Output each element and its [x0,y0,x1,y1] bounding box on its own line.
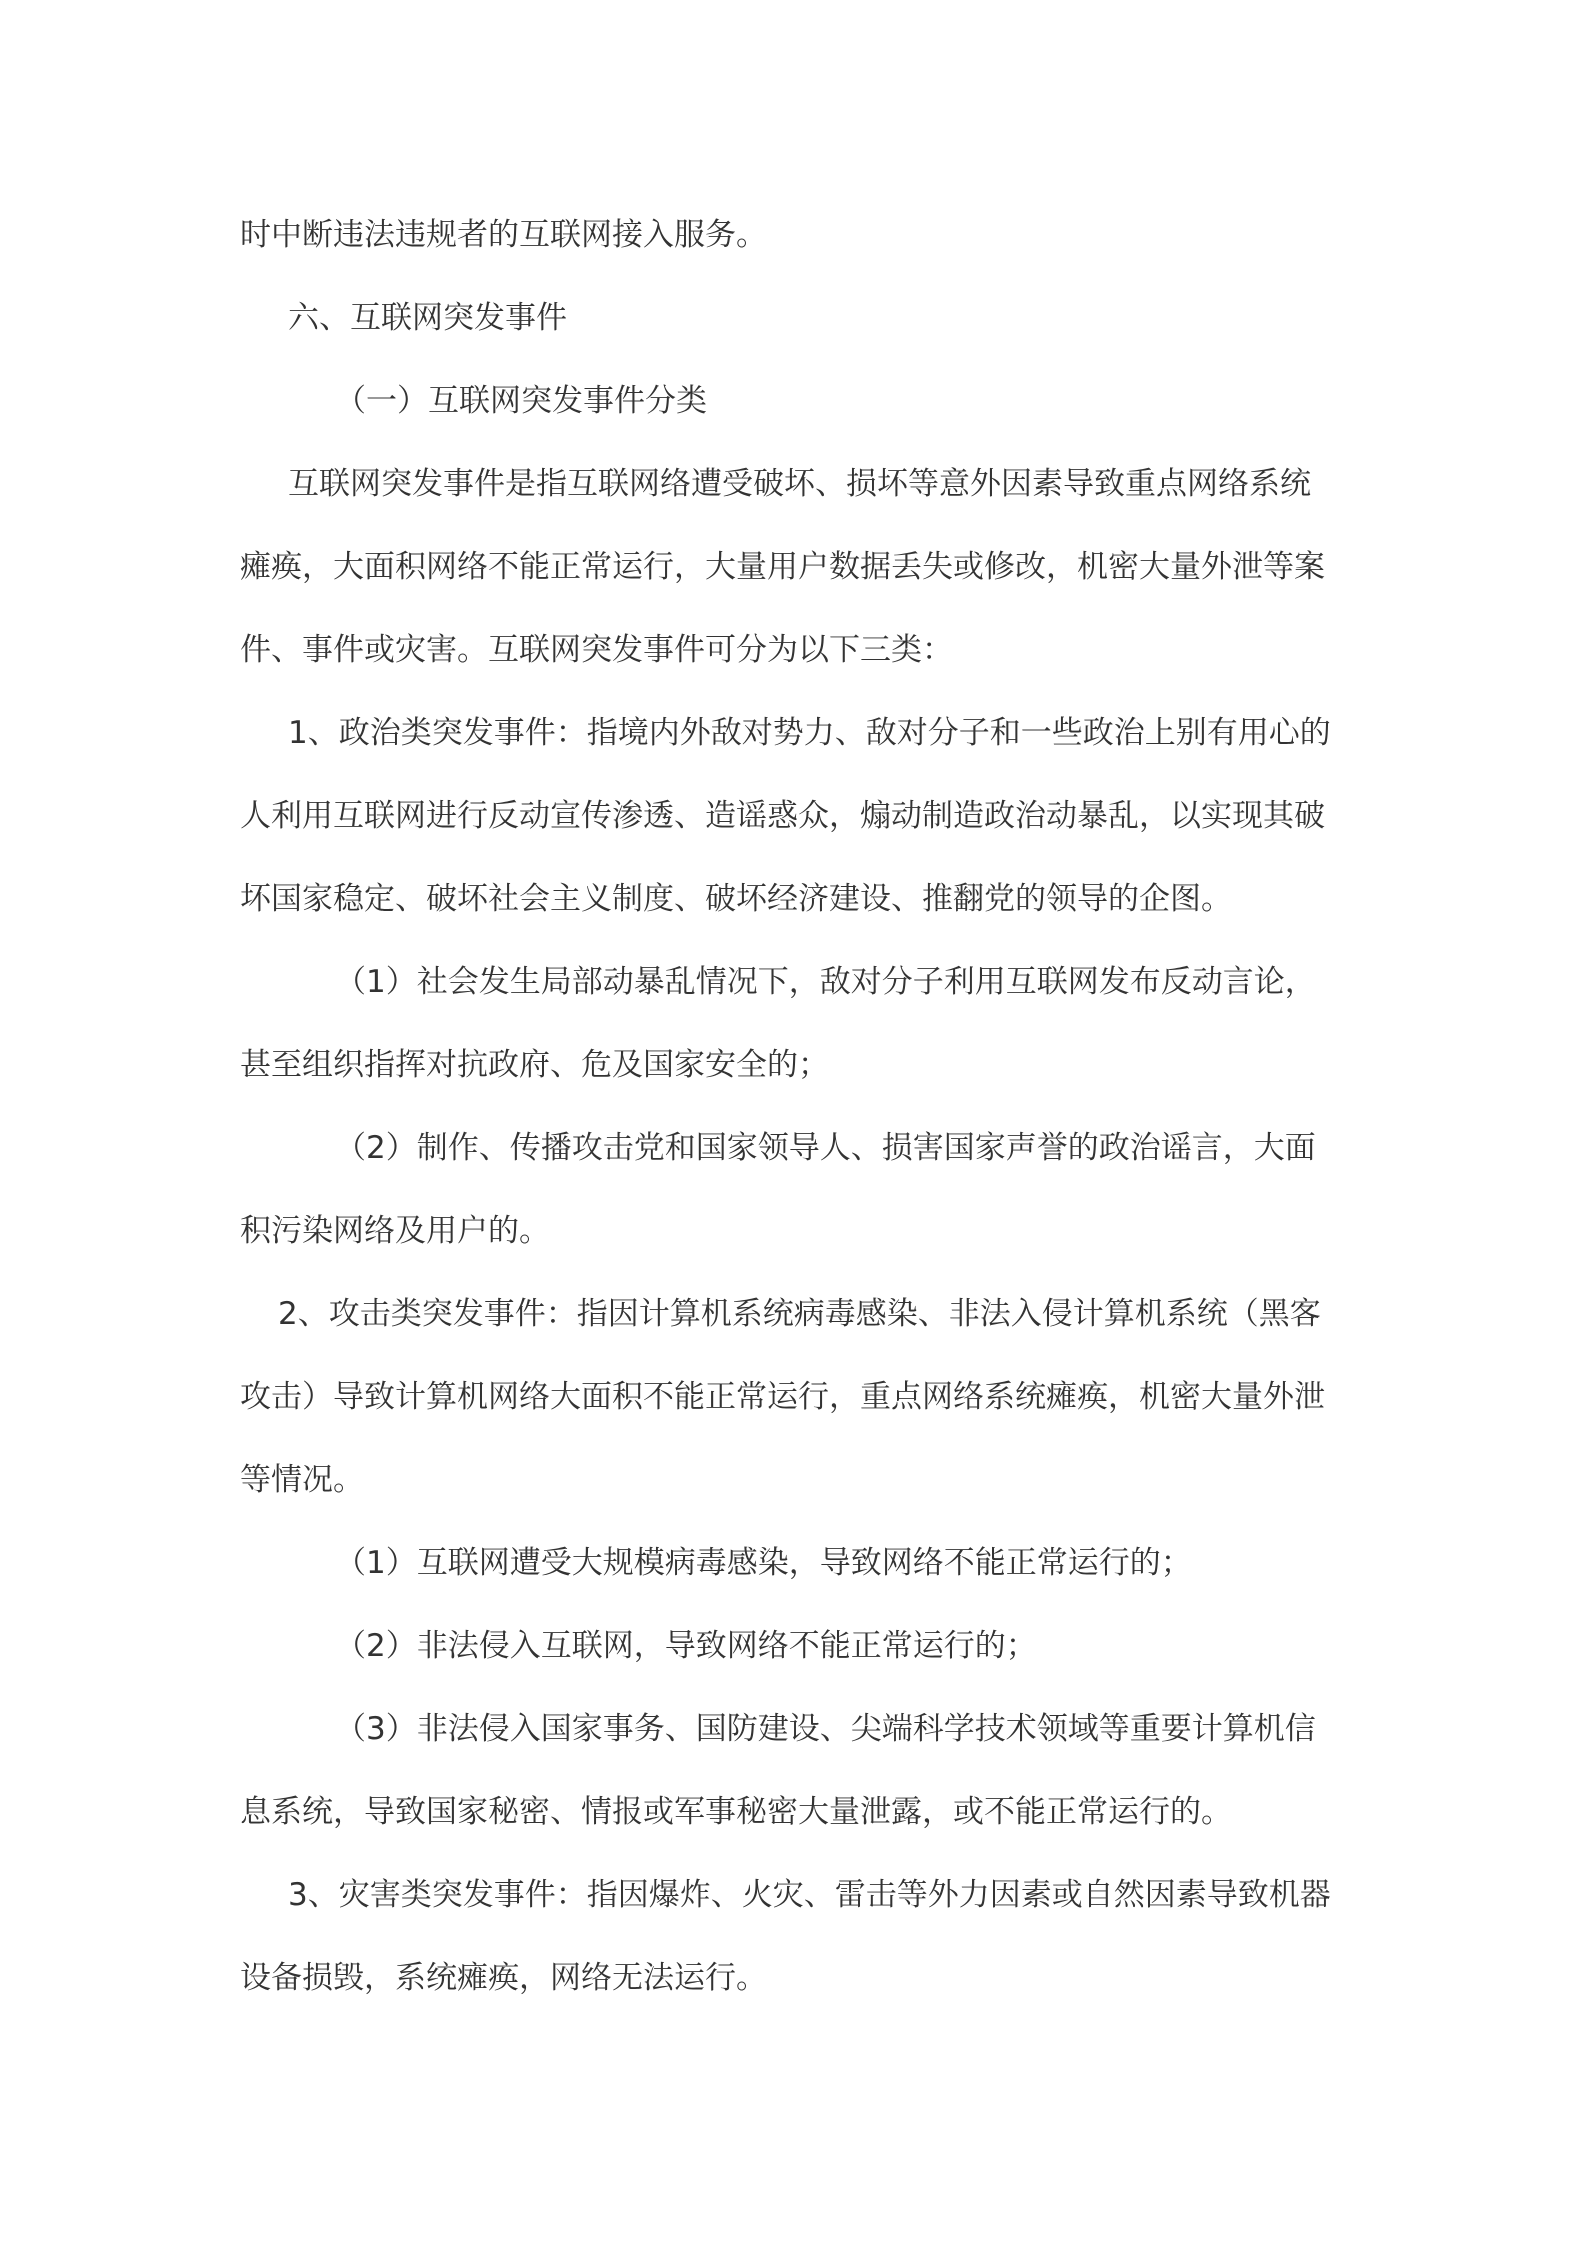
text-line: 积污染网络及用户的。 [240,1213,550,1249]
document-page [240,194,1350,2020]
text-line: 设备损毁，系统瘫痪，网络无法运行。 [240,1960,767,1996]
category-item-attack [240,1273,1350,1522]
text-line: 1、政治类突发事件：指境内外敌对势力、敌对分子和一些政治上别有用心的 [288,715,1331,751]
body-paragraph [240,443,1350,692]
category-item-disaster [240,1854,1350,2020]
subitem [240,1605,1350,1688]
subitem [240,1107,1350,1273]
subsection-heading [240,360,1350,443]
category-item-political [240,692,1350,941]
text-line: 人利用互联网进行反动宣传渗透、造谣惑众，煽动制造政治动暴乱，以实现其破 [240,798,1325,834]
text-line: 时中断违法违规者的互联网接入服务。 [240,217,767,253]
text-line: 甚至组织指挥对抗政府、危及国家安全的； [240,1047,829,1083]
text-line: （2）制作、传播攻击党和国家领导人、损害国家声誉的政治谣言，大面 [335,1130,1316,1166]
text-line: （1）社会发生局部动暴乱情况下，敌对分子利用互联网发布反动言论， [335,964,1316,1000]
text-line: 等情况。 [240,1462,364,1498]
subitem [240,1522,1350,1605]
text-line: （3）非法侵入国家事务、国防建设、尖端科学技术领域等重要计算机信 [335,1711,1316,1747]
text-line: 件、事件或灾害。互联网突发事件可分为以下三类： [240,632,953,668]
text-line: 息系统，导致国家秘密、情报或军事秘密大量泄露，或不能正常运行的。 [240,1794,1232,1830]
text-line: 互联网突发事件是指互联网络遭受破坏、损坏等意外因素导致重点网络系统 [288,466,1311,502]
text-line: （一）互联网突发事件分类 [335,383,707,419]
text-line: 瘫痪，大面积网络不能正常运行，大量用户数据丢失或修改，机密大量外泄等案 [240,549,1325,585]
subitem [240,941,1350,1107]
text-line: （2）非法侵入互联网，导致网络不能正常运行的； [335,1628,1037,1664]
text-line: 六、互联网突发事件 [288,300,567,336]
section-heading [240,277,1350,360]
subitem [240,1688,1350,1854]
text-line: （1）互联网遭受大规模病毒感染，导致网络不能正常运行的； [335,1545,1192,1581]
body-paragraph-continued [240,194,1350,277]
text-line: 3、灾害类突发事件：指因爆炸、火灾、雷击等外力因素或自然因素导致机器 [288,1877,1331,1913]
text-line: 攻击）导致计算机网络大面积不能正常运行，重点网络系统瘫痪，机密大量外泄 [240,1379,1325,1415]
text-line: 坏国家稳定、破坏社会主义制度、破坏经济建设、推翻党的领导的企图。 [240,881,1232,917]
text-line: 2、攻击类突发事件：指因计算机系统病毒感染、非法入侵计算机系统（黑客 [278,1296,1321,1332]
